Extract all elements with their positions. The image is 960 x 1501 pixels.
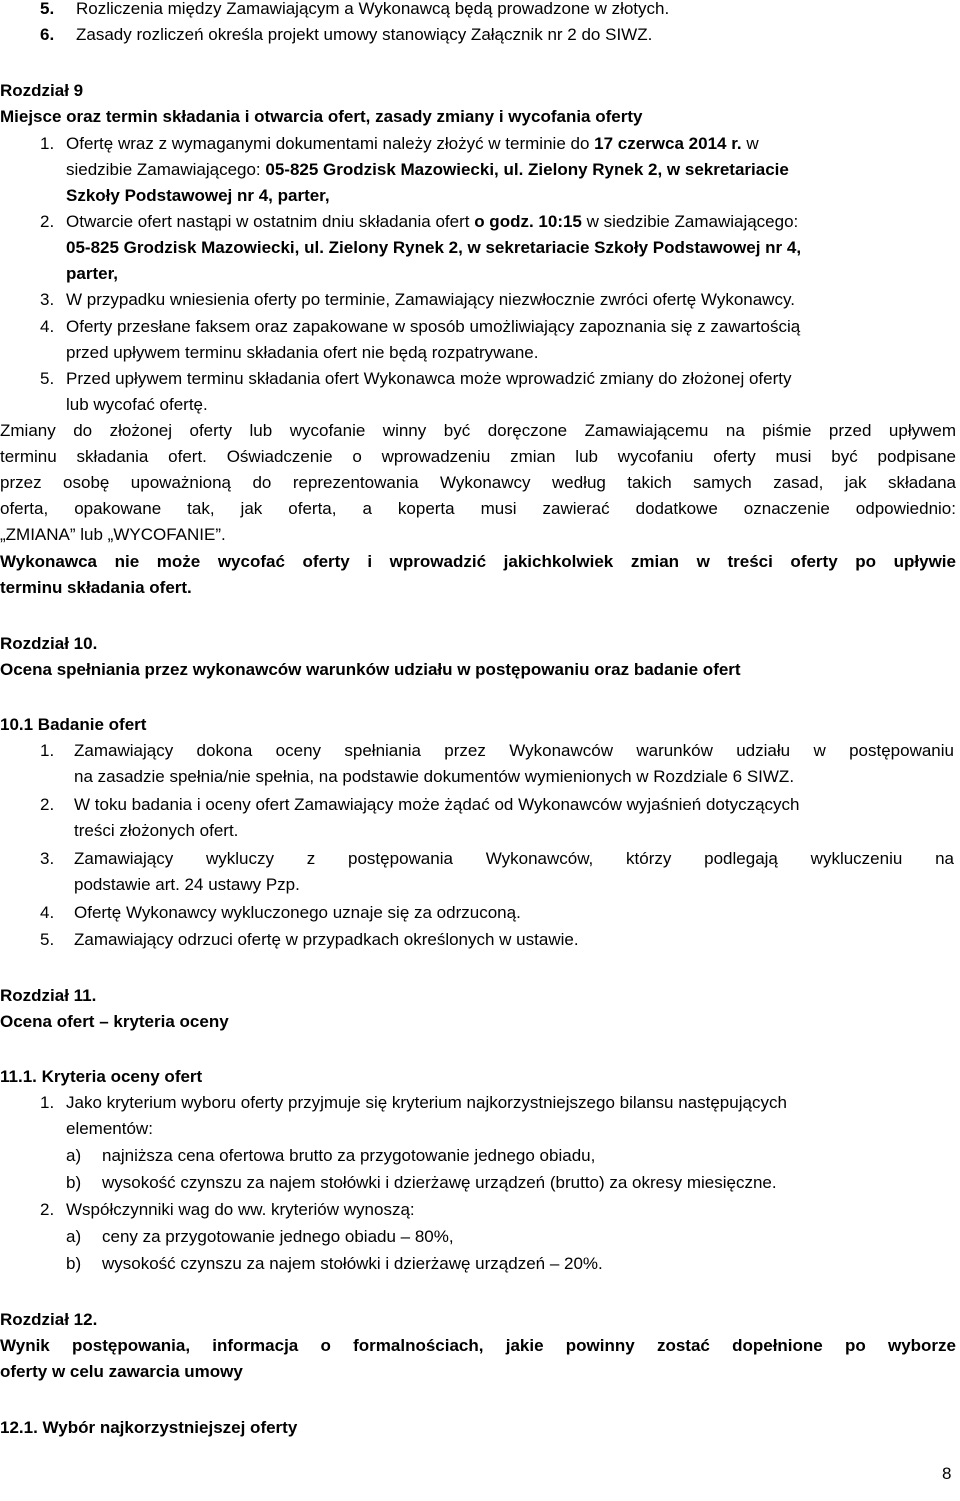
sub-item-label: b) — [66, 1173, 82, 1192]
list-item-text: Ofertę Wykonawcy wykluczonego uznaje się za odrzuconą. — [74, 903, 521, 922]
list-item-text: Zamawiający wykluczy z postępowania Wykonawców, którzy podlegają wykluczeniu na — [74, 849, 954, 868]
section-heading: 10.1 Badanie ofert — [0, 715, 147, 734]
list-item-text: przed upływem terminu składania ofert nie będą rozpatrywane. — [66, 343, 539, 362]
bold-paragraph-line: Wykonawca nie może wycofać oferty i wprowadzić jakichkolwiek zmian w treści oferty po upływie — [0, 552, 956, 571]
sub-item-text: wysokość czynszu za najem stołówki i dzierżawę urządzeń – 20%. — [102, 1254, 603, 1273]
list-item-text: Szkoły Podstawowej nr 4, parter, — [66, 186, 330, 205]
bold-paragraph-line: terminu składania ofert. — [0, 578, 192, 597]
list-item-text: elementów: — [66, 1119, 153, 1138]
list-number: 1. — [40, 741, 55, 760]
list-item-text: Zamawiający odrzuci ofertę w przypadkach określonych w ustawie. — [74, 930, 579, 949]
sub-item-label: a) — [66, 1146, 82, 1165]
paragraph-line: „ZMIANA” lub „WYCOFANIE”. — [0, 525, 226, 544]
chapter-heading: Rozdział 10. — [0, 634, 98, 653]
section-heading: 12.1. Wybór najkorzystniejszej oferty — [0, 1418, 298, 1437]
chapter-heading: Rozdział 12. — [0, 1310, 98, 1329]
paragraph-line: oferta, opakowane tak, jak oferta, a koperta musi zawierać dodatkowe oznaczenie odpowiednio: — [0, 499, 956, 518]
list-number: 2. — [40, 795, 55, 814]
sub-item-label: b) — [66, 1254, 82, 1273]
list-item-text: parter, — [66, 264, 118, 283]
paragraph-line: przez osobę upoważnioną do reprezentowania Wykonawcy według takich samych zasad, jak składana — [0, 473, 956, 492]
list-item-text: W toku badania i oceny ofert Zamawiający może żądać od Wykonawców wyjaśnień dotyczących — [74, 795, 800, 814]
sub-item-text: najniższa cena ofertowa brutto za przygotowanie jednego obiadu, — [102, 1146, 596, 1165]
list-number: 5. — [40, 0, 55, 18]
chapter-title: Wynik postępowania, informacja o formalnościach, jakie powinny zostać dopełnione po wyborze — [0, 1336, 956, 1355]
chapter-title: Ocena ofert – kryteria oceny — [0, 1012, 229, 1031]
list-number: 6. — [40, 25, 55, 44]
list-item-text: 05-825 Grodzisk Mazowiecki, ul. Zielony Rynek 2, w sekretariacie Szkoły Podstawowej nr 4, — [66, 238, 802, 257]
list-item-text: Ofertę wraz z wymaganymi dokumentami należy złożyć w terminie do 17 czerwca 2014 r. w — [66, 134, 759, 153]
page-number: 8 — [942, 1464, 952, 1483]
list-number: 1. — [40, 1093, 55, 1112]
sub-item-text: wysokość czynszu za najem stołówki i dzierżawę urządzeń (brutto) za okresy miesięczne. — [102, 1173, 777, 1192]
list-item-text: Przed upływem terminu składania ofert Wykonawca może wprowadzić zmiany do złożonej oferty — [66, 369, 792, 388]
list-number: 2. — [40, 212, 55, 231]
chapter-title: Miejsce oraz termin składania i otwarcia ofert, zasady zmiany i wycofania oferty — [0, 107, 643, 126]
list-item-text: Otwarcie ofert nastąpi w ostatnim dniu składania ofert o godz. 10:15 w siedzibie Zamawiającego: — [66, 212, 799, 231]
list-number: 5. — [40, 369, 55, 388]
paragraph-line: Zmiany do złożonej oferty lub wycofanie winny być doręczone Zamawiającemu na piśmie przed upływem — [0, 421, 956, 440]
list-item-text: Jako kryterium wyboru oferty przyjmuje się kryterium najkorzystniejszego bilansu następujących — [66, 1093, 787, 1112]
list-number: 3. — [40, 290, 55, 309]
list-item-text: Oferty przesłane faksem oraz zapakowane w sposób umożliwiający zapoznania się z zawartością — [66, 317, 801, 336]
list-item-text: Współczynniki wag do ww. kryteriów wynoszą: — [66, 1200, 415, 1219]
list-number: 5. — [40, 930, 55, 949]
list-item-text: podstawie art. 24 ustawy Pzp. — [74, 875, 300, 894]
list-number: 2. — [40, 1200, 55, 1219]
list-item-text: Rozliczenia między Zamawiającym a Wykonawcą będą prowadzone w złotych. — [76, 0, 670, 18]
chapter-title: Ocena spełniania przez wykonawców warunków udziału w postępowaniu oraz badanie ofert — [0, 660, 741, 679]
list-item-text: lub wycofać ofertę. — [66, 395, 208, 414]
list-item-text: na zasadzie spełnia/nie spełnia, na podstawie dokumentów wymienionych w Rozdziale 6 SIWZ. — [74, 767, 795, 786]
chapter-title: oferty w celu zawarcia umowy — [0, 1362, 243, 1381]
paragraph-line: terminu składania ofert. Oświadczenie o wprowadzeniu zmian lub wycofaniu oferty musi być podpisane — [0, 447, 956, 466]
section-heading: 11.1. Kryteria oceny ofert — [0, 1067, 203, 1086]
list-number: 4. — [40, 903, 55, 922]
list-item-text: treści złożonych ofert. — [74, 821, 239, 840]
list-number: 4. — [40, 317, 55, 336]
list-item-text: Zamawiający dokona oceny spełniania przez Wykonawców warunków udziału w postępowaniu — [74, 741, 954, 760]
chapter-heading: Rozdział 9 — [0, 81, 84, 100]
list-number: 3. — [40, 849, 55, 868]
chapter-heading: Rozdział 11. — [0, 986, 97, 1005]
list-item-text: siedzibie Zamawiającego: 05-825 Grodzisk Mazowiecki, ul. Zielony Rynek 2, w sekretariacie — [66, 160, 789, 179]
sub-item-label: a) — [66, 1227, 82, 1246]
list-number: 1. — [40, 134, 55, 153]
list-item-text: Zasady rozliczeń określa projekt umowy stanowiący Załącznik nr 2 do SIWZ. — [76, 25, 653, 44]
sub-item-text: ceny za przygotowanie jednego obiadu – 80%, — [102, 1227, 454, 1246]
list-item-text: W przypadku wniesienia oferty po terminie, Zamawiający niezwłocznie zwróci ofertę Wykonawcy. — [66, 290, 795, 309]
